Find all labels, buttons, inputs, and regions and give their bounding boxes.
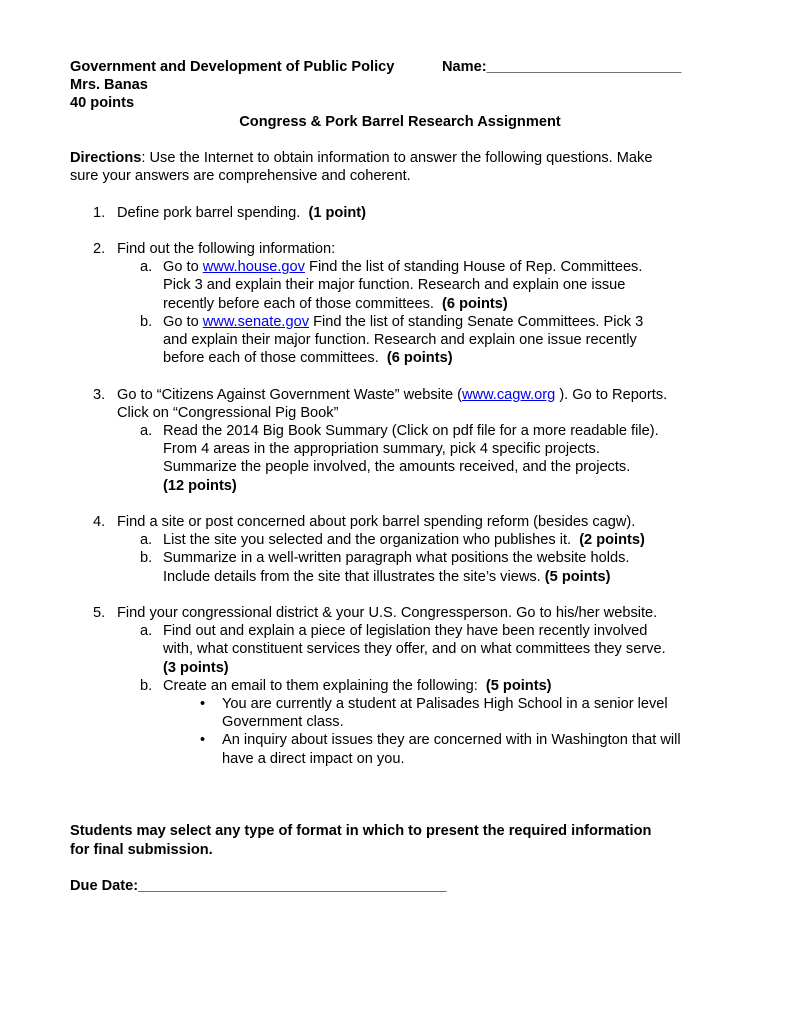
- sub-letter: b.: [140, 550, 153, 567]
- sub-text: before each of those committees.: [163, 350, 379, 367]
- question-3a: [70, 422, 730, 440]
- sub-points: (2 points): [579, 532, 645, 549]
- sub-text-line: Summarize the people involved, the amounts received, and the projects.: [163, 459, 631, 476]
- bullet-item: [70, 731, 730, 749]
- question-4: [70, 513, 730, 531]
- sub-text-line: [70, 349, 730, 367]
- due-date-row: [70, 877, 730, 895]
- question-5a: [70, 622, 730, 640]
- bullet-text-line: Government class.: [222, 714, 344, 731]
- sub-points: (12 points): [163, 477, 237, 494]
- question-5: [70, 604, 730, 622]
- question-1: [70, 204, 730, 222]
- sub-text-line: Pick 3 and explain their major function. Research and explain one issue: [163, 277, 626, 294]
- sub-text: Go to: [163, 259, 203, 276]
- name-field: Name:________________________: [442, 59, 682, 75]
- sub-text: Create an email to them explaining the following:: [163, 677, 478, 694]
- question-2a: [70, 258, 730, 276]
- question-points: (1 point): [308, 204, 367, 221]
- sub-text: Go to: [163, 313, 203, 330]
- question-4a: [70, 531, 730, 549]
- question-text: Find out the following information:: [117, 240, 336, 257]
- question-5b: [70, 677, 730, 695]
- due-date-label: Due Date:: [70, 877, 139, 894]
- sub-letter: a.: [140, 532, 153, 549]
- page-title: Congress & Pork Barrel Research Assignment: [239, 113, 561, 130]
- directions-text-2: sure your answers are comprehensive and coherent.: [70, 168, 411, 185]
- bullet-text-line: have a direct impact on you.: [222, 750, 405, 767]
- question-text: Define pork barrel spending.: [117, 204, 301, 221]
- question-2b: [70, 313, 730, 331]
- sub-text: Find the list of standing Senate Committees. Pick 3: [309, 313, 644, 330]
- sub-letter: a.: [140, 259, 153, 276]
- format-note: Students may select any type of format in which to present the required information: [70, 823, 652, 840]
- question-text: Go to “Citizens Against Government Waste” website (: [117, 386, 462, 403]
- bullet-text: You are currently a student at Palisades High School in a senior level: [222, 696, 668, 712]
- sub-text-line: [70, 295, 730, 313]
- sub-text: Find the list of standing House of Rep. Committees.: [304, 259, 643, 276]
- question-number: 2.: [93, 240, 106, 257]
- sub-text-line: with, what constituent services they offer, and on what committees they serve.: [163, 641, 666, 658]
- question-text: Find your congressional district & your U.S. Congressperson. Go to his/her website.: [117, 604, 658, 621]
- sub-letter: a.: [140, 422, 153, 439]
- sub-points: (5 points): [544, 568, 611, 585]
- directions-label: Directions: [70, 149, 142, 166]
- format-note-line-2: for final submission.: [70, 841, 213, 858]
- sub-points: (3 points): [163, 659, 229, 676]
- bullet-item: [70, 695, 730, 713]
- house-gov-link[interactable]: www.house.gov: [202, 259, 305, 276]
- directions: [70, 149, 730, 167]
- due-date-blank: ______________________________________: [138, 877, 447, 894]
- question-4b: [70, 549, 730, 567]
- sub-points: (6 points): [442, 295, 508, 312]
- cagw-link[interactable]: www.cagw.org: [461, 386, 556, 403]
- sub-text: List the site you selected and the organization who publishes it.: [163, 532, 572, 549]
- bullet-dot-icon: •: [200, 732, 206, 749]
- points-total: 40 points: [70, 95, 135, 112]
- sub-letter: b.: [140, 313, 153, 330]
- question-text: ). Go to Reports.: [555, 386, 668, 403]
- sub-text-line: From 4 areas in the appropriation summary, pick 4 specific projects.: [163, 441, 600, 458]
- sub-points: (6 points): [386, 350, 453, 367]
- directions-text: : Use the Internet to obtain information to answer the following questions. Make: [141, 149, 653, 166]
- sub-text: Read the 2014 Big Book Summary (Click on pdf file for a more readable file).: [163, 422, 659, 439]
- sub-text: Include details from the site that illustrates the site’s views.: [163, 568, 541, 585]
- question-number: 4.: [93, 513, 106, 530]
- question-number: 5.: [93, 604, 106, 621]
- header-row: [70, 58, 730, 76]
- sub-text-line: and explain their major function. Research and explain one issue recently: [163, 331, 637, 348]
- sub-text: Summarize in a well-written paragraph what positions the website holds.: [163, 550, 630, 567]
- question-number: 1.: [93, 204, 106, 221]
- assignment-page: [70, 58, 730, 895]
- sub-text: recently before each of those committees.: [163, 295, 434, 312]
- sub-text: Find out and explain a piece of legislation they have been recently involved: [163, 623, 648, 640]
- question-text: Find a site or post concerned about pork barrel spending reform (besides cagw).: [117, 513, 636, 530]
- question-2: [70, 240, 730, 258]
- bullet-dot-icon: •: [200, 696, 206, 712]
- question-number: 3.: [93, 386, 106, 403]
- teacher-name: Mrs. Banas: [70, 77, 148, 94]
- sub-points: (5 points): [485, 677, 552, 694]
- sub-letter: a.: [140, 623, 153, 640]
- senate-gov-link[interactable]: www.senate.gov: [202, 313, 310, 330]
- bullet-text: An inquiry about issues they are concerned with in Washington that will: [222, 732, 681, 749]
- question-text-line: Click on “Congressional Pig Book”: [117, 404, 339, 421]
- question-3: [70, 386, 730, 404]
- sub-text-line: [70, 568, 730, 586]
- course-title: Government and Development of Public Policy: [70, 59, 395, 75]
- sub-letter: b.: [140, 677, 153, 694]
